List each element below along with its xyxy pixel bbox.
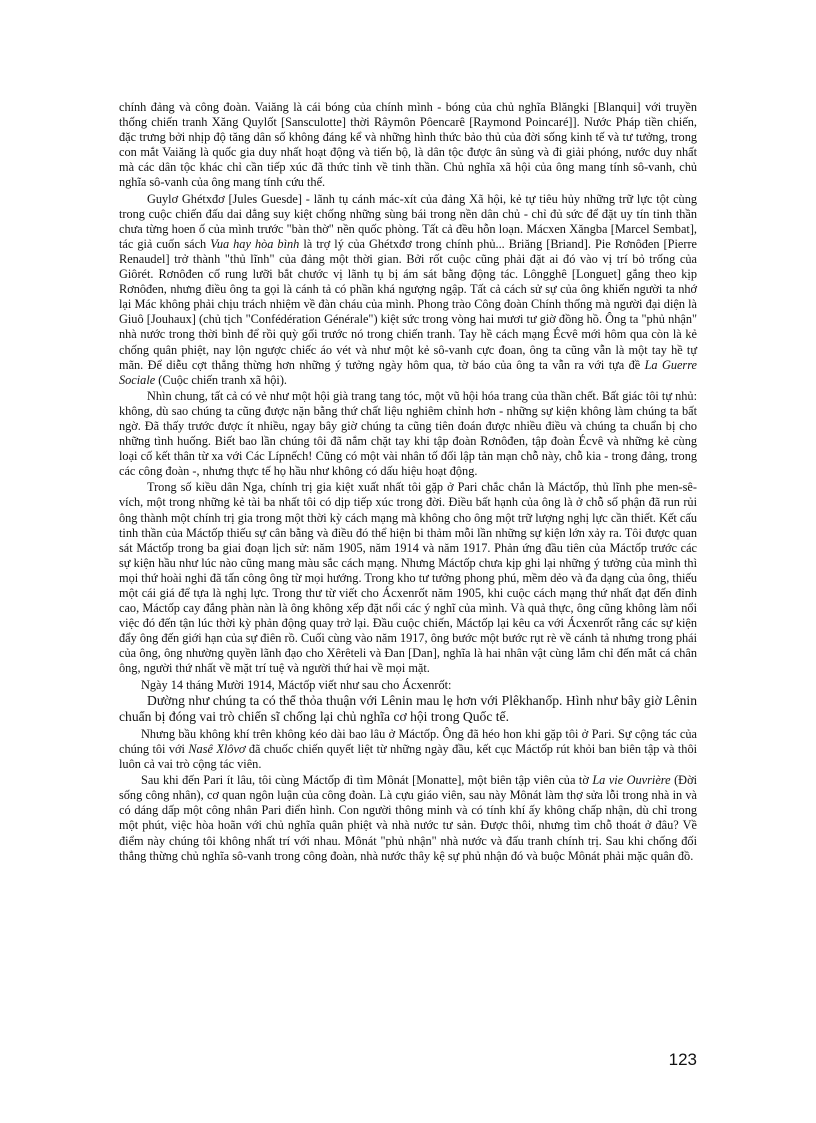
paragraph-2 xyxy=(119,192,697,388)
italic-title: La Guerre Sociale xyxy=(119,357,698,387)
text-run: đã chuốc chiến quyết liệt từ những ngày đầu, kết cục Máctốp rút khỏi ban biên tập và thôi luôn cả vai trò cộng tác viên. xyxy=(119,741,698,772)
text-run: Ngày 14 tháng Mười 1914, Máctốp viết như sau cho Ácxenrốt: xyxy=(141,677,452,692)
text-run: Nhìn chung, tất cả có vẻ như một hội già trang tang tóc, một vũ hội hóa trang của thần chết. Bất giác tôi tự nhủ: không, dù sao chúng ta cũng được nặn bằng thứ chất liệu nghiêm chỉnh hơn - những sự kiện không làm chúng ta bất ngờ. Đã thấy trước được ít nhiều, ngay bây giờ chúng ta cũng tiên đoán được nhiều điều và chúng ta chuẩn bị cho những tình huống. Biết bao lần chúng tôi đã nắm chặt tay khi tập đoàn Rơnôđen, tập đoàn Écvê và những kẻ cùng loại cố kết thân từ xa với Các Lípnếch! Cũng có một vài nhân tố đối lập tản mạn chỗ này, chỗ kia - trong đảng, trong các công đoàn -, nhưng thực tế họ hầu như không có dấu hiệu hoạt động. xyxy=(119,388,697,479)
text-run: (Cuộc chiến tranh xã hội). xyxy=(155,372,288,387)
paragraph-7 xyxy=(119,773,697,864)
paragraph-5 xyxy=(119,678,697,693)
text-run: Trong số kiều dân Nga, chính trị gia kiệt xuất nhất tôi gặp ở Pari chắc chắn là Máctốp, thủ lĩnh phe men-sê-vích, một trong những kẻ tài ba nhất tôi có dịp tiếp xúc trong đời. Điều bất hạnh của ông là ở chỗ số phận đã run rủi ông thành một chính trị gia trong một thời kỳ cách mạng mà không cho ông một trữ lượng nghị lực cần thiết. Kết cấu tinh thần của Máctốp thiếu sự cân bằng và điều đó thể hiện bi thảm mỗi lần những sự kiện lớn xảy ra. Tôi được quan sát Máctốp trong ba giai đoạn lịch sử: năm 1905, năm 1914 và năm 1917. Phản ứng đầu tiên của Máctốp trước các sự kiện hầu như lúc nào cũng mang màu sắc cách mạng. Nhưng Máctốp chưa kịp ghi lại những ý tưởng của mình thì mọi thứ hoài nghi đã tấn công ông từ mọi hướng. Trong kho tư tưởng phong phú, mềm dẻo và đa dạng của ông, thiếu một cái giá để tựa là nghị lực. Trong thư từ viết cho Ácxenrốt năm 1905, khi cuộc cách mạng thứ nhất đạt đến đỉnh cao, Máctốp cay đắng phàn nàn là ông không xếp đặt nổi các ý nghĩ của mình. Và quả thực, ông cũng không làm nổi việc đó đến tận lúc thời kỳ phản động quay trở lại. Đầu cuộc chiến, Máctốp lại kêu ca với Ácxenrốt rằng các sự kiện đẩy ông đến giới hạn của sự điên rồ. Cuối cùng vào năm 1917, ông bước một bước rụt rè về cánh tả nhưng trong phái của ông, ông nhường quyền lãnh đạo cho Xêrêteli và Đan [Dan], nghĩa là hai nhân vật cùng lắm chỉ đến mắt cá chân ông, người thứ nhất về mặt trí tuệ và người thứ hai về mọi mặt. xyxy=(119,480,697,676)
text-run: (Đời sống công nhân), cơ quan ngôn luận của công đoàn. Là cựu giáo viên, sau này Mônát làm thợ sửa lỗi trong nhà in và có dáng dấp một công nhân Pari điển hình. Con người thông minh và có tính khí ấy không chấp nhận, dù chỉ trong một phút, việc hòa hoãn với chủ nghĩa quân phiệt và nhà nước tư sản. Được thôi, nhưng tìm chỗ thoát ở đâu? Về điểm này chúng tôi không nhất trí với nhau. Mônát "phủ nhận" nhà nước và đấu tranh chính trị. Sau khi chống đối thẳng thừng chủ nghĩa sô-vanh trong công đoàn, nhà nước thây kệ sự phủ nhận đó và buộc Mônát phải mặc quân đồ. xyxy=(119,773,697,863)
paragraph-4 xyxy=(119,480,697,676)
italic-title: Vua hay hòa bình xyxy=(210,236,300,251)
paragraph-3 xyxy=(119,389,697,480)
text-run: Nhưng bầu không khí trên không kéo dài bao lâu ở Máctốp. Ông đã héo hon khi gặp tôi ở Pari. Sự cộng tác của chúng tôi với xyxy=(119,726,697,756)
italic-title: La vie Ouvrière xyxy=(592,773,671,788)
body-text xyxy=(119,99,697,864)
paragraph-1 xyxy=(119,100,697,191)
text-run: chính đảng và công đoàn. Vaiăng là cái bóng của chính mình - bóng của chủ nghĩa Blăngki [Blanqui] với truyền thống chiến tranh Xăng Quylốt [Sansculotte] thời Râymôn Pôencarê [Raymond Poincaré]]. Nước Pháp tiền chiến, đặc trưng bởi nhịp độ tăng dân số không đáng kể và những hình thức bảo thủ của đời sống kinh tế và tư tưởng, trong con mắt Vaiăng là quốc gia duy nhất hoạt động và tiến bộ, là dân tộc được ân sủng và đi giải phóng, nước duy nhất mà các dân tộc khác chỉ cần tiếp xúc đã thức tỉnh về tinh thần. Chủ nghĩa xã hội của ông mang tính sô-vanh, chủ nghĩa sô-vanh của ông mang tính cứu thế. xyxy=(119,100,697,190)
text-run: Guylơ Ghétxđơ [Jules Guesde] - lãnh tụ cánh mác-xít của đảng Xã hội, kẻ tự tiêu hủy những trữ lực tột cùng trong cuộc chiến đấu dai dẳng suy kiệt chống những sùng bái trong nền dân chủ - chỉ đủ sức để đặt uy tín tinh thần chưa từng hoen ố của mình trước "bàn thờ" nền quốc phòng. Tất cả đều hỗn loạn. Mácxen Xăngba [Marcel Sembat], tác giả cuốn sách xyxy=(119,191,697,251)
paragraph-6 xyxy=(119,727,697,772)
italic-title: Nasê Xlôvơ xyxy=(188,741,246,756)
text-run: Sau khi đến Pari ít lâu, tôi cùng Máctốp đi tìm Mônát [Monatte], một biên tập viên của tờ xyxy=(141,773,593,788)
page-number: 123 xyxy=(668,1050,697,1069)
text-run: là trợ lý của Ghétxđơ trong chính phủ... Briăng [Briand]. Pie Rơnôđen [Pierre Renaudel] trở thành "thủ lĩnh" của đảng một thời gian. Bởi rốt cuộc cũng phải đặt ai đó vào vị trí bỏ trống của Giôrét. Rơnôđen cố rung lưỡi bắt chước vị lãnh tụ bị ám sát bằng động tác. Lôngghê [Longuet] gắng theo kịp Rơnôđen, nhưng điều ông ta gọi là cánh tả có phần khá ngượng ngập. Tất cả cách sử sự của ông khiến người ta nhớ lại Mác không phải chịu trách nhiệm về đàn cháu của mình. Phong trào Công đoàn Chính thống mà người đại diện là Giuô [Jouhaux] (chủ tịch "Confédération Générale") kiệt sức trong vòng hai mươi tư giờ đồng hồ. Ông ta "phủ nhận" nhà nước trong thời bình để rồi quỳ gối trước nó trong chiến tranh. Tay hề cách mạng Écvê mới hôm qua còn là kẻ chống quân phiệt, nay lộn ngược chiếc áo vét và như một kẻ sô-vanh cực đoan, ông ta cũng vẫn là một tay hề tự mãn. Để diễu cợt thẳng thừng hơn những ý tưởng ngày hôm qua, tờ báo của ông ta vẫn ra với tựa đề xyxy=(119,236,697,372)
block-quote: Dường như chúng ta có thể thỏa thuận với Lênin mau lẹ hơn với Plêkhanốp. Hình như bây giờ Lênin chuẩn bị đóng vai trò chiến sĩ chống lại chủ nghĩa cơ hội trong Quốc tế. xyxy=(119,692,697,725)
